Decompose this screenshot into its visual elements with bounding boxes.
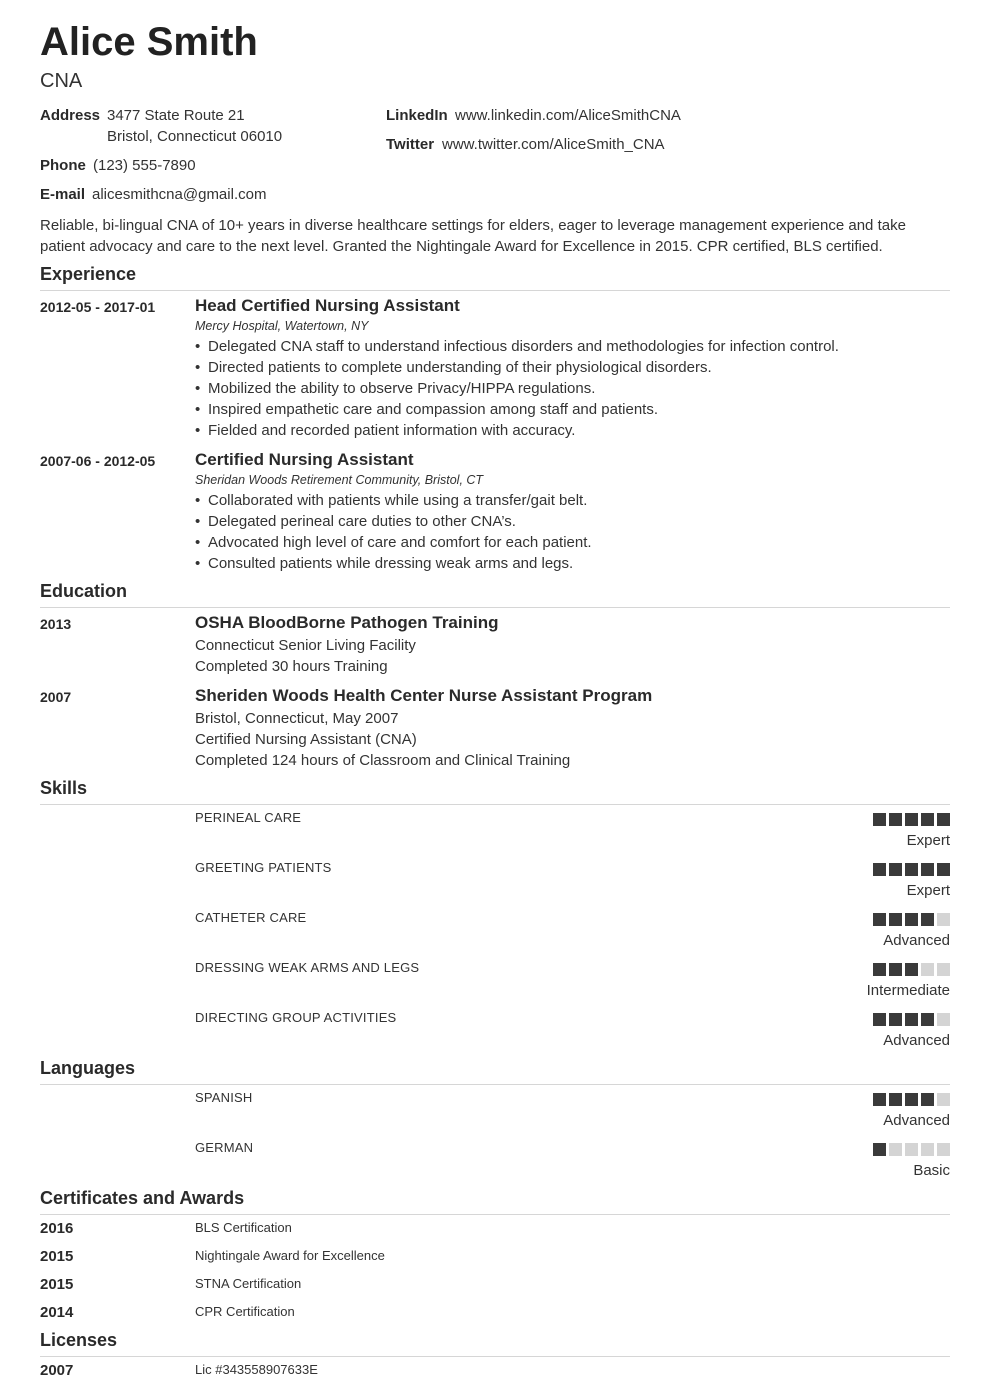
bullet-item: • Advocated high level of care and comfort for each patient. (195, 532, 592, 553)
bullet-item: • Mobilized the ability to observe Privacy/HIPPA regulations. (195, 378, 839, 399)
edu-year: 2007 (40, 689, 72, 705)
job-role: Head Certified Nursing Assistant (195, 296, 460, 315)
rating-square-empty (905, 1143, 918, 1156)
cert-year: 2016 (40, 1220, 74, 1237)
skill-name: DRESSING WEAK ARMS AND LEGS (195, 960, 420, 975)
rating-square-filled (873, 863, 886, 876)
skill-rating (873, 963, 950, 976)
rating-square-empty (937, 913, 950, 926)
bullet-item: • Directed patients to complete understanding of their physiological disorders. (195, 357, 839, 378)
job-bullets (195, 490, 592, 574)
skill-name: CATHETER CARE (195, 910, 307, 925)
rating-square-empty (921, 1143, 934, 1156)
email-value[interactable]: alicesmithcna@gmail.com (92, 186, 267, 203)
language-name: GERMAN (195, 1140, 254, 1155)
rating-square-filled (889, 913, 902, 926)
cert-name: BLS Certification (195, 1220, 292, 1235)
skill-name: DIRECTING GROUP ACTIVITIES (195, 1010, 397, 1025)
skill-rating (873, 863, 950, 876)
section-title: Education (40, 581, 128, 601)
section-title: Languages (40, 1058, 136, 1078)
rating-square-filled (873, 1143, 886, 1156)
cert-name: CPR Certification (195, 1304, 295, 1319)
cert-year: 2015 (40, 1276, 74, 1293)
language-rating (873, 1093, 950, 1106)
candidate-title: CNA (40, 70, 83, 92)
bullet-item: • Inspired empathetic care and compassion among staff and patients. (195, 399, 839, 420)
section-skills (40, 774, 950, 805)
language-level: Advanced (883, 1112, 950, 1129)
cert-year: 2015 (40, 1248, 74, 1265)
job-dates: 2007-06 - 2012-05 (40, 453, 156, 469)
summary: Reliable, bi-lingual CNA of 10+ years in diverse healthcare settings for elders, eager to leverage management experience and take patient advocacy and care to the next level. Granted the Nightingale Award for Excellence in 2015. CPR certified, BLS certified. (40, 217, 906, 255)
rating-square-filled (937, 813, 950, 826)
section-experience (40, 260, 950, 291)
job-company: Mercy Hospital, Watertown, NY (195, 319, 369, 333)
rating-square-filled (905, 913, 918, 926)
address-line1: 3477 State Route 21 (107, 107, 245, 124)
rating-square-empty (921, 963, 934, 976)
twitter-link[interactable]: www.twitter.com/AliceSmith_CNA (442, 136, 665, 153)
rating-square-filled (905, 1093, 918, 1106)
section-title: Experience (40, 264, 137, 284)
rating-square-filled (873, 963, 886, 976)
job-role: Certified Nursing Assistant (195, 450, 414, 469)
skill-level: Advanced (883, 932, 950, 949)
rating-square-filled (937, 863, 950, 876)
rating-square-empty (889, 1143, 902, 1156)
rating-square-filled (873, 813, 886, 826)
rating-square-empty (937, 1093, 950, 1106)
rating-square-filled (905, 963, 918, 976)
rating-square-filled (905, 813, 918, 826)
skill-rating (873, 813, 950, 826)
rating-square-filled (921, 913, 934, 926)
edu-line: Completed 124 hours of Classroom and Clinical Training (195, 752, 571, 769)
phone-label: Phone (40, 157, 86, 174)
section-education (40, 577, 950, 608)
job-dates: 2012-05 - 2017-01 (40, 299, 156, 315)
rating-square-filled (873, 1093, 886, 1106)
skill-level: Expert (906, 882, 950, 899)
twitter-label: Twitter (386, 136, 435, 153)
license-name: Lic #343558907633E (195, 1362, 318, 1377)
bullet-item: • Delegated perineal care duties to other CNA’s. (195, 511, 592, 532)
rating-square-empty (937, 1143, 950, 1156)
linkedin-label: LinkedIn (386, 107, 448, 124)
rating-square-filled (889, 813, 902, 826)
linkedin-link[interactable]: www.linkedin.com/AliceSmithCNA (455, 107, 681, 124)
job-bullets (195, 336, 839, 441)
rating-square-filled (873, 913, 886, 926)
candidate-name: Alice Smith (40, 20, 258, 64)
phone-value: (123) 555-7890 (93, 157, 196, 174)
skill-rating (873, 1013, 950, 1026)
edu-line: Completed 30 hours Training (195, 658, 388, 675)
rating-square-filled (921, 813, 934, 826)
license-year: 2007 (40, 1362, 74, 1379)
rating-square-filled (921, 1013, 934, 1026)
section-licenses (40, 1326, 950, 1357)
edu-line: Connecticut Senior Living Facility (195, 637, 416, 654)
rating-square-filled (905, 863, 918, 876)
section-languages (40, 1054, 950, 1085)
rating-square-filled (889, 1013, 902, 1026)
bullet-item: • Delegated CNA staff to understand infectious disorders and methodologies for infection control. (195, 336, 839, 357)
skill-rating (873, 913, 950, 926)
email-label: E-mail (40, 186, 86, 203)
section-certificates (40, 1184, 950, 1215)
rating-square-filled (921, 1093, 934, 1106)
job-company: Sheridan Woods Retirement Community, Bristol, CT (195, 473, 484, 487)
bullet-item: • Consulted patients while dressing weak arms and legs. (195, 553, 592, 574)
bullet-item: • Fielded and recorded patient information with accuracy. (195, 420, 839, 441)
language-level: Basic (913, 1162, 950, 1179)
section-title: Skills (40, 778, 88, 798)
skill-name: PERINEAL CARE (195, 810, 302, 825)
edu-year: 2013 (40, 616, 72, 632)
rating-square-filled (889, 1093, 902, 1106)
rating-square-filled (921, 863, 934, 876)
address-label: Address (40, 107, 101, 124)
rating-square-empty (937, 1013, 950, 1026)
bullet-item: • Collaborated with patients while using a transfer/gait belt. (195, 490, 592, 511)
cert-name: STNA Certification (195, 1276, 302, 1291)
skill-level: Expert (906, 832, 950, 849)
skill-level: Intermediate (866, 982, 950, 999)
address-line2: Bristol, Connecticut 06010 (107, 128, 283, 145)
rating-square-filled (889, 963, 902, 976)
skill-level: Advanced (883, 1032, 950, 1049)
language-name: SPANISH (195, 1090, 253, 1105)
edu-title: OSHA BloodBorne Pathogen Training (195, 613, 499, 632)
language-rating (873, 1143, 950, 1156)
cert-year: 2014 (40, 1304, 74, 1321)
section-title: Licenses (40, 1330, 118, 1350)
rating-square-filled (905, 1013, 918, 1026)
edu-line: Certified Nursing Assistant (CNA) (195, 731, 417, 748)
edu-title: Sheriden Woods Health Center Nurse Assistant Program (195, 686, 653, 705)
edu-line: Bristol, Connecticut, May 2007 (195, 710, 399, 727)
section-title: Certificates and Awards (40, 1188, 245, 1208)
cert-name: Nightingale Award for Excellence (195, 1248, 385, 1263)
rating-square-filled (889, 863, 902, 876)
rating-square-filled (873, 1013, 886, 1026)
skill-name: GREETING PATIENTS (195, 860, 332, 875)
rating-square-empty (937, 963, 950, 976)
